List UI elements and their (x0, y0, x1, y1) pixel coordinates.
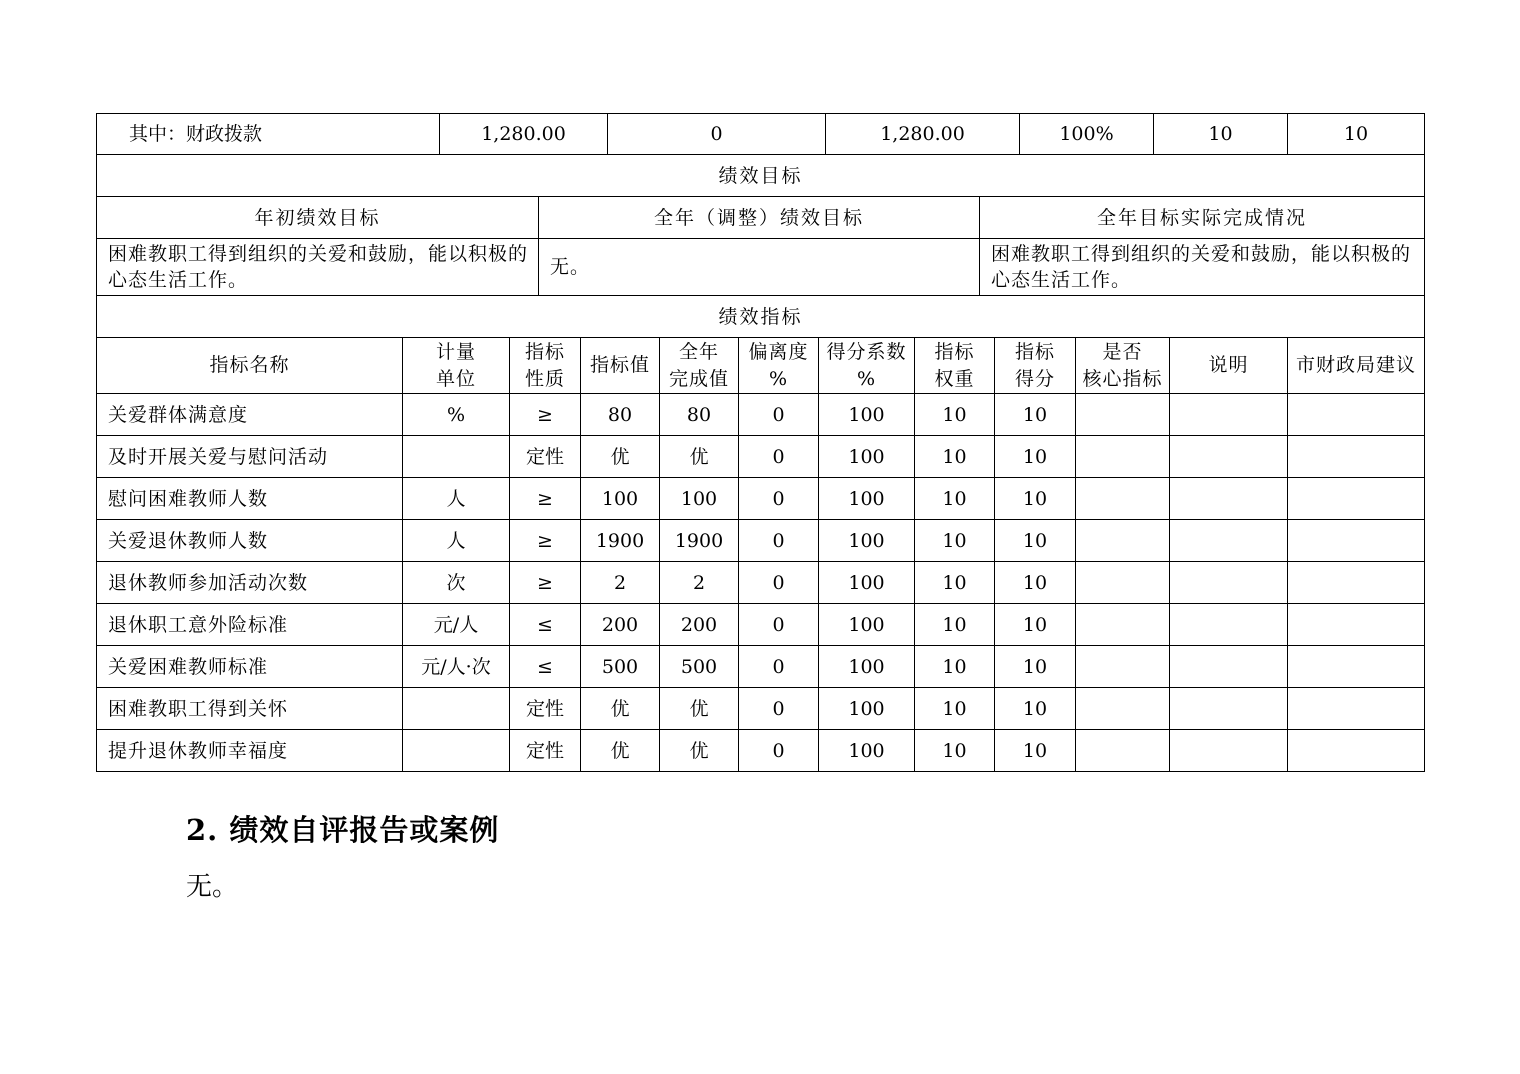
indicator-value-cell: 0 (739, 394, 819, 436)
indicator-name-cell: 慰问困难教师人数 (97, 478, 403, 520)
indicator-value-cell (1288, 436, 1425, 478)
indicator-value-cell (1076, 436, 1170, 478)
indicator-value-cell (1076, 730, 1170, 772)
header-cell: 指标值 (581, 338, 660, 394)
indicator-value-cell: 定性 (510, 436, 581, 478)
table-row (97, 478, 1425, 520)
indicator-value-cell: 2 (581, 562, 660, 604)
goals-section-title: 绩效目标 (97, 155, 1425, 197)
indicators-section-title: 绩效指标 (97, 296, 1425, 338)
indicator-value-cell (1288, 394, 1425, 436)
indicator-name-cell: 关爱群体满意度 (97, 394, 403, 436)
indicator-value-cell: 人 (403, 478, 510, 520)
funding-value: 10 (1288, 114, 1425, 155)
indicator-value-cell: 优 (660, 436, 739, 478)
goals-header-table (96, 154, 1425, 239)
indicator-value-cell: 10 (915, 646, 995, 688)
indicator-value-cell (403, 688, 510, 730)
indicator-value-cell: 10 (995, 730, 1076, 772)
indicator-value-cell: 1900 (660, 520, 739, 562)
funding-value: 1,280.00 (826, 114, 1020, 155)
indicators-header-row (97, 338, 1425, 394)
header-cell: 计量 单位 (403, 338, 510, 394)
indicator-name-cell: 提升退休教师幸福度 (97, 730, 403, 772)
indicator-value-cell (1170, 730, 1288, 772)
indicator-value-cell: ≥ (510, 562, 581, 604)
indicator-value-cell: 100 (819, 730, 915, 772)
indicator-value-cell (1076, 604, 1170, 646)
indicator-value-cell: ≥ (510, 478, 581, 520)
header-cell: 指标 得分 (995, 338, 1076, 394)
indicator-value-cell: 10 (915, 520, 995, 562)
funding-value: 100% (1020, 114, 1154, 155)
table-row (97, 604, 1425, 646)
goals-header-initial: 年初绩效目标 (97, 197, 539, 239)
goal-adjusted-text: 无。 (539, 239, 980, 296)
indicator-value-cell: 0 (739, 730, 819, 772)
indicator-value-cell (1170, 478, 1288, 520)
indicator-value-cell: 定性 (510, 688, 581, 730)
header-cell: 指标名称 (97, 338, 403, 394)
goal-initial-text: 困难教职工得到组织的关爱和鼓励，能以积极的心态生活工作。 (97, 239, 539, 296)
indicator-value-cell (1288, 730, 1425, 772)
goals-content-table (96, 238, 1425, 296)
indicator-value-cell (1076, 646, 1170, 688)
indicator-value-cell: 80 (660, 394, 739, 436)
indicator-value-cell: 0 (739, 688, 819, 730)
indicator-value-cell: 元/人 (403, 604, 510, 646)
indicator-value-cell: 0 (739, 562, 819, 604)
indicator-value-cell: 100 (819, 646, 915, 688)
indicators-body (97, 394, 1425, 772)
indicator-value-cell (1076, 520, 1170, 562)
section-2-body: 无。 (186, 872, 239, 902)
indicator-value-cell (403, 436, 510, 478)
indicator-value-cell (1170, 646, 1288, 688)
indicator-value-cell (1170, 562, 1288, 604)
indicator-value-cell: 10 (915, 730, 995, 772)
indicator-value-cell: 10 (995, 604, 1076, 646)
funding-row (97, 114, 1425, 155)
indicator-value-cell: 10 (995, 394, 1076, 436)
funding-value: 10 (1154, 114, 1288, 155)
indicator-value-cell (1288, 688, 1425, 730)
indicator-value-cell: 2 (660, 562, 739, 604)
indicator-value-cell: 100 (819, 562, 915, 604)
table-row (97, 562, 1425, 604)
goals-header-actual: 全年目标实际完成情况 (980, 197, 1425, 239)
indicator-value-cell: ≤ (510, 604, 581, 646)
indicator-value-cell (1076, 394, 1170, 436)
indicator-value-cell: 1900 (581, 520, 660, 562)
indicator-name-cell: 困难教职工得到关怀 (97, 688, 403, 730)
indicator-value-cell: 100 (581, 478, 660, 520)
header-cell: 得分系数 % (819, 338, 915, 394)
indicator-value-cell: 0 (739, 520, 819, 562)
indicator-value-cell: 10 (995, 562, 1076, 604)
table-row (97, 646, 1425, 688)
indicator-value-cell: ≥ (510, 520, 581, 562)
indicator-value-cell: 10 (915, 688, 995, 730)
indicator-value-cell (1288, 562, 1425, 604)
indicators-table (96, 295, 1425, 772)
indicator-value-cell: 次 (403, 562, 510, 604)
indicator-value-cell: 100 (819, 436, 915, 478)
indicator-value-cell: 10 (995, 520, 1076, 562)
indicator-value-cell: 500 (660, 646, 739, 688)
indicator-value-cell (1170, 520, 1288, 562)
indicator-value-cell: ≤ (510, 646, 581, 688)
indicator-value-cell: 200 (660, 604, 739, 646)
indicator-value-cell (403, 730, 510, 772)
indicator-value-cell (1170, 688, 1288, 730)
header-cell: 偏离度 % (739, 338, 819, 394)
funding-value: 0 (608, 114, 826, 155)
indicator-name-cell: 及时开展关爱与慰问活动 (97, 436, 403, 478)
indicator-value-cell: 优 (660, 688, 739, 730)
indicator-value-cell: 10 (995, 646, 1076, 688)
indicator-value-cell: % (403, 394, 510, 436)
indicator-value-cell (1076, 562, 1170, 604)
funding-value: 1,280.00 (440, 114, 608, 155)
indicator-value-cell: 100 (819, 478, 915, 520)
indicator-value-cell: 0 (739, 478, 819, 520)
indicator-value-cell: 100 (819, 604, 915, 646)
indicator-value-cell: 定性 (510, 730, 581, 772)
indicator-value-cell (1170, 604, 1288, 646)
indicator-value-cell: 10 (915, 478, 995, 520)
indicator-value-cell: 优 (581, 730, 660, 772)
indicator-value-cell: 200 (581, 604, 660, 646)
header-cell: 说明 (1170, 338, 1288, 394)
indicator-value-cell (1288, 478, 1425, 520)
indicator-name-cell: 关爱退休教师人数 (97, 520, 403, 562)
indicator-value-cell: 10 (915, 394, 995, 436)
indicator-value-cell: ≥ (510, 394, 581, 436)
header-cell: 全年 完成值 (660, 338, 739, 394)
indicator-value-cell: 100 (819, 520, 915, 562)
indicator-value-cell: 优 (581, 688, 660, 730)
indicator-value-cell: 10 (995, 688, 1076, 730)
indicator-value-cell: 优 (660, 730, 739, 772)
header-cell: 指标 性质 (510, 338, 581, 394)
goals-header-adjusted: 全年（调整）绩效目标 (539, 197, 980, 239)
header-cell: 是否 核心指标 (1076, 338, 1170, 394)
header-cell: 市财政局建议 (1288, 338, 1425, 394)
indicator-value-cell: 100 (819, 688, 915, 730)
indicator-value-cell: 10 (995, 436, 1076, 478)
indicator-value-cell: 80 (581, 394, 660, 436)
indicator-value-cell (1170, 436, 1288, 478)
table-row (97, 520, 1425, 562)
indicator-value-cell (1288, 520, 1425, 562)
funding-table (96, 113, 1425, 155)
indicator-value-cell: 优 (581, 436, 660, 478)
indicator-value-cell: 10 (995, 478, 1076, 520)
indicator-value-cell: 0 (739, 436, 819, 478)
indicator-value-cell: 100 (819, 394, 915, 436)
table-row (97, 730, 1425, 772)
indicator-value-cell (1288, 646, 1425, 688)
indicator-value-cell (1076, 478, 1170, 520)
table-row (97, 688, 1425, 730)
indicator-value-cell: 10 (915, 604, 995, 646)
indicator-value-cell: 元/人·次 (403, 646, 510, 688)
funding-label: 其中：财政拨款 (97, 114, 440, 155)
indicator-value-cell (1170, 394, 1288, 436)
indicator-value-cell: 500 (581, 646, 660, 688)
section-2-title: 2. 绩效自评报告或案例 (186, 813, 500, 847)
goal-actual-text: 困难教职工得到组织的关爱和鼓励，能以积极的心态生活工作。 (980, 239, 1425, 296)
indicator-name-cell: 退休职工意外险标准 (97, 604, 403, 646)
table-row (97, 436, 1425, 478)
indicator-value-cell: 0 (739, 604, 819, 646)
indicator-value-cell: 0 (739, 646, 819, 688)
indicator-name-cell: 退休教师参加活动次数 (97, 562, 403, 604)
indicator-value-cell: 100 (660, 478, 739, 520)
indicator-value-cell: 人 (403, 520, 510, 562)
indicator-value-cell: 10 (915, 436, 995, 478)
table-row (97, 394, 1425, 436)
header-cell: 指标 权重 (915, 338, 995, 394)
indicator-value-cell: 10 (915, 562, 995, 604)
indicator-value-cell (1076, 688, 1170, 730)
indicator-value-cell (1288, 604, 1425, 646)
indicator-name-cell: 关爱困难教师标准 (97, 646, 403, 688)
